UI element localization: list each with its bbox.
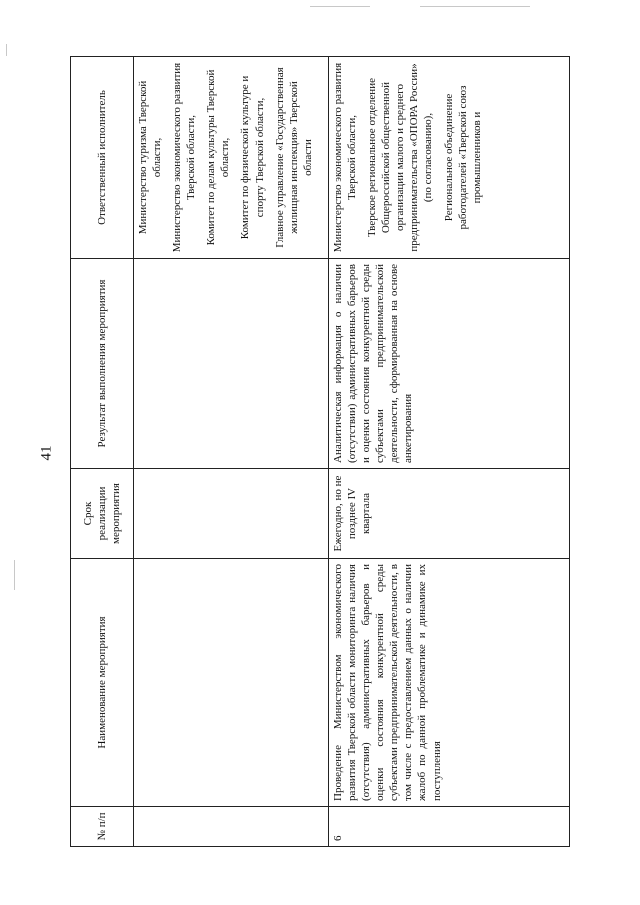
executor-line: Министерство экономического развития Тверской области, xyxy=(332,62,359,253)
executor-line: Комитет по физической культуре и спорту Тверской области, xyxy=(239,75,266,240)
cell-term-prev xyxy=(134,469,329,559)
header-name: Наименование мероприятия xyxy=(71,559,134,807)
header-result: Результат выполнения мероприятия xyxy=(71,259,134,469)
cell-num-6: 6 xyxy=(329,807,570,847)
cell-executor-6 xyxy=(329,57,570,259)
scan-mark xyxy=(14,560,15,590)
table-header-row xyxy=(71,57,134,847)
executor-line: Региональное объединение работодателей «Тверской союз промышленников и xyxy=(442,85,483,230)
executor-line: Тверское региональное отделение Общероссийской общественной организации малого и среднего предпринимательства «ОПОРА России» (по согласованию), xyxy=(366,63,435,252)
header-term: Срок реализации мероприятия xyxy=(71,469,134,559)
scan-mark xyxy=(420,6,530,7)
executor-line: Министерство экономического развития Тверской области, xyxy=(171,62,198,253)
header-executor: Ответственный исполнитель xyxy=(71,57,134,259)
executor-line: Комитет по делам культуры Тверской области, xyxy=(205,69,232,246)
cell-term-6: Ежегодно, но не позднее IV квартала xyxy=(329,469,570,559)
executor-line: Министерство туризма Тверской области, xyxy=(137,80,164,235)
page-number: 41 xyxy=(38,445,55,461)
cell-name-prev xyxy=(134,559,329,807)
cell-result-6: Аналитическая информация о наличии (отсутствии) административных барьеров и оценки состояния конкурентной среды субъектами предпринимательской деятельности, сформированная на основе анкетирования xyxy=(329,259,570,469)
executor-line: Главное управление «Государственная жилищная инспекция» Тверской области xyxy=(273,67,314,248)
cell-executor-prev xyxy=(134,57,329,259)
cell-name-6: Проведение Министерством экономического развития Тверской области мониторинга наличия (отсутствия) административных барьеров и оценки состояния конкурентной среды субъектами предпринимательской деятельности, в том числе с предоставлением данных о наличии жалоб по данной проблематике и динамике их поступления xyxy=(329,559,570,807)
table-row-6 xyxy=(329,57,570,847)
scan-mark xyxy=(310,6,370,7)
cell-num-prev xyxy=(134,807,329,847)
table-row-continued xyxy=(134,57,329,847)
measures-table xyxy=(70,56,570,847)
cell-result-prev xyxy=(134,259,329,469)
header-num: № п/п xyxy=(71,807,134,847)
rotated-table-wrapper xyxy=(70,57,570,847)
scan-mark xyxy=(6,44,7,56)
